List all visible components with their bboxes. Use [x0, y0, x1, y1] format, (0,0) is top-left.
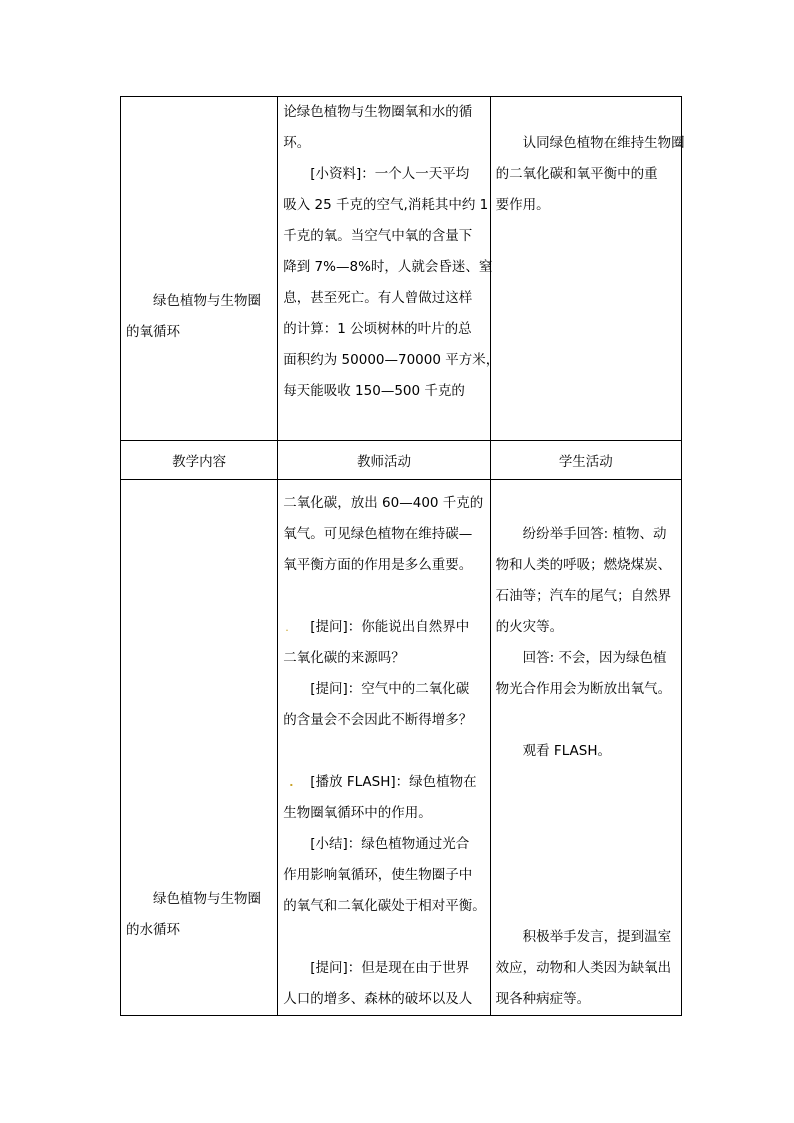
margin-mark: . [289, 776, 294, 789]
teacher-line: 论绿色植物与生物圈氧和水的循 [283, 104, 473, 120]
flash-text: [播放 FLASH]：绿色植物在 [310, 774, 477, 790]
question-text: [提问]：你能说出自然界中 [310, 619, 470, 635]
lesson-plan-table [120, 96, 685, 1016]
teacher-line: 的计算：1 公顷树林的叶片的总 [283, 321, 472, 337]
question-line: [提问]：但是现在由于世界 [310, 960, 470, 976]
table-row-oxygen-cycle [121, 97, 682, 441]
topic-cell-water-cycle [121, 480, 278, 1016]
table-header-row [121, 441, 682, 480]
teacher-line: 环。 [283, 135, 311, 151]
teacher-line: [小资料]：一个人一天平均 [310, 166, 470, 182]
margin-mark: . [285, 621, 289, 634]
question-line: [提问]：空气中的二氧化碳 [310, 681, 470, 697]
teacher-line: 人口的增多、森林的破坏以及人 [283, 991, 473, 1007]
topic-line: 的水循环 [126, 922, 180, 938]
summary-line: [小结]：绿色植物通过光合 [310, 836, 470, 852]
teacher-line: 面积约为 50000—70000 平方米， [283, 352, 500, 368]
student-line: 的火灾等。 [495, 619, 564, 635]
teacher-line: 二氧化碳，放出 60—400 千克的 [283, 495, 484, 511]
topic-cell-oxygen-cycle [121, 97, 278, 441]
topic-line: 绿色植物与生物圈 [153, 891, 261, 907]
teacher-activity-cell [278, 480, 490, 1016]
student-line: 要作用。 [495, 197, 550, 213]
header-student-activity: 学生活动 [490, 441, 681, 480]
student-line: 积极举手发言，提到温室 [522, 929, 672, 945]
student-line: 认同绿色植物在维持生物圈 [522, 135, 685, 151]
teacher-line: 氧平衡方面的作用是多么重要。 [283, 557, 473, 573]
teacher-line: 的含量会不会因此不断得增多？ [283, 712, 473, 728]
teacher-line: 降到 7%—8%时，人就会昏迷、窒 [283, 259, 493, 275]
teacher-line: 氧气。可见绿色植物在维持碳— [283, 526, 473, 542]
teacher-line: 息，甚至死亡。有人曾做过这样 [283, 290, 473, 306]
table-row-water-cycle [121, 480, 682, 1016]
student-line: 物和人类的呼吸；燃烧煤炭、 [495, 557, 672, 573]
student-activity-cell [490, 97, 685, 441]
question-line [283, 612, 484, 643]
topic-line: 绿色植物与生物圈 [153, 293, 261, 309]
student-line: 纷纷举手回答: 植物、动 [522, 526, 667, 542]
student-line: 观看 FLASH。 [522, 743, 611, 759]
student-line: 的二氧化碳和氧平衡中的重 [495, 166, 658, 182]
student-line: 石油等；汽车的尾气；自然界 [495, 588, 672, 604]
student-line: 效应，动物和人类因为缺氧出 [495, 960, 672, 976]
student-line: 现各种病症等。 [495, 991, 591, 1007]
teacher-line: 作用影响氧循环，使生物圈子中 [283, 867, 473, 883]
topic-line: 的氧循环 [126, 324, 180, 340]
student-activity-cell [490, 480, 681, 1016]
header-teacher-activity: 教师活动 [278, 441, 490, 480]
teacher-line: 千克的氧。当空气中氧的含量下 [283, 228, 473, 244]
teacher-line: 每天能吸收 150—500 千克的 [283, 383, 465, 399]
flash-line [283, 767, 484, 798]
student-line: 物光合作用会为断放出氧气。 [495, 681, 672, 697]
teacher-activity-cell [278, 97, 500, 441]
teacher-line: 生物圈氧循环中的作用。 [283, 805, 432, 821]
student-line: 回答: 不会，因为绿色植 [522, 650, 667, 666]
header-teaching-content: 教学内容 [121, 441, 278, 480]
teacher-line: 吸入 25 千克的空气,消耗其中约 1 [283, 197, 489, 213]
teacher-line: 二氧化碳的来源吗？ [283, 650, 405, 666]
teacher-line: 的氧气和二氧化碳处于相对平衡。 [283, 898, 486, 914]
